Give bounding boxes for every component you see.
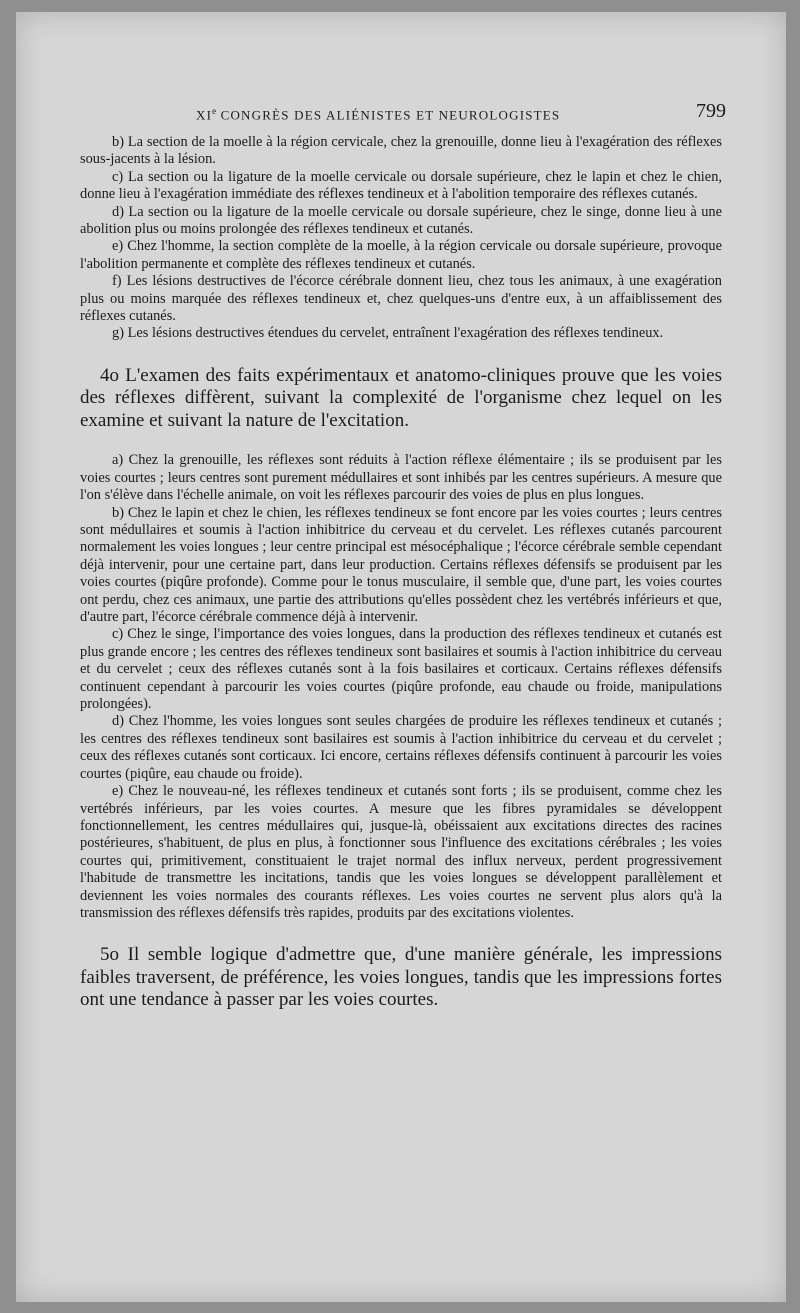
running-header [80,100,726,134]
page-text [80,100,726,1032]
paragraph-4e: e) Chez le nouveau-né, les réflexes tendineux et cutanés sont forts ; ils se produisent, comme chez les vertébrés inférieurs, par les voies courtes. A mesure que les fibres pyramidales se développent fonctionnellement, les centres médullaires qui, jusque-là, obéissaient aux excitations directes des racines postérieures, s'habituent, de plus en plus, à fonctionner sous l'influence des excitations cérébrales ; les voies courtes qui, primitivement, constituaient le trajet normal des influx nerveux, perdent progressivement l'habitude de transmettre les incitations, tandis que les voies longues se développent parallèlement et deviennent les voies normales des courants réflexes. Les voies courtes ne servent plus alors qu'à la transmission des réflexes défensifs très rapides, produits par des excitations violentes. [80,783,722,921]
paragraph-3g: g) Les lésions destructives étendues du cervelet, entraînent l'exagération des réflexes tendineux. [112,325,664,342]
paragraph-3e: e) Chez l'homme, la section complète de la moelle, à la région cervicale ou dorsale supérieure, provoque l'abolition permanente et complète des réflexes tendineux et cutanés. [80,238,722,272]
paragraph-3f: f) Les lésions destructives de l'écorce cérébrale donnent lieu, chez tous les animaux, à une exagération plus ou moins marquée des réflexes tendineux et, chez quelques-uns d'entre eux, à un affaiblissement des réflexes cutanés. [80,273,722,325]
conclusions-list-3 [80,134,722,343]
header-title: XIe CONGRÈS DES ALIÉNISTES ET NEUROLOGISTES [196,106,561,123]
conclusion-4: 4o L'examen des faits expérimentaux et anatomo-cliniques prouve que les voies des réflexes diffèrent, suivant la complexité de l'organisme chez lequel on les examine et suivant la nature de l'excitation. [80,364,722,431]
conclusion-5: 5o Il semble logique d'admettre que, d'une manière générale, les impressions faibles traversent, de préférence, les voies longues, tandis que les impressions fortes ont une tendance à passer par les voies courtes. [80,944,722,1011]
page-number: 799 [696,100,726,122]
paragraph-4b: b) Chez le lapin et chez le chien, les réflexes tendineux se font encore par les voies courtes ; leurs centres sont médullaires et soumis à l'action inhibitrice du cerveau et du cervelet. Les réflexes cutanés parcourent normalement les voies longues ; leur centre principal est mésocéphalique ; l'écorce cérébrale semble cependant déjà intervenir, pour une certaine part, dans leur production. Certains réflexes défensifs se produisent par les voies courtes (piqûre profonde). Comme pour le tonus musculaire, il semble que, d'une part, les voies courtes ont perdu, chez ces animaux, une partie des attributions qu'elles possèdent chez les vertébrés inférieurs et que, d'autre part, l'écorce cérébrale commence déjà à intervenir. [80,504,722,626]
paragraph-4c: c) Chez le singe, l'importance des voies longues, dans la production des réflexes tendineux et cutanés est plus grande encore ; les centres des réflexes tendineux sont basilaires et soumis à l'action inhibitrice du cerveau et du cervelet ; ceux des réflexes cutanés sont à la fois basilaires et corticaux. Certains réflexes défensifs continuent cependant à parcourir les voies courtes (piqûre profonde, eau chaude ou froide, manipulations prolongées). [80,626,722,713]
paragraph-4a: a) Chez la grenouille, les réflexes sont réduits à l'action réflexe élémentaire ; ils se produisent par les voies courtes ; leurs centres sont purement médullaires et sont inhibés par les centres supérieurs. A mesure que l'on s'élève dans l'échelle animale, on voit les réflexes parcourir des voies de plus en plus longues. [80,452,722,504]
paragraph-3d: d) La section ou la ligature de la moelle cervicale ou dorsale supérieure, chez le singe, donne lieu à une abolition plus ou moins prolongée des réflexes tendineux et cutanés. [80,203,722,238]
paragraph-3b: b) La section de la moelle à la région cervicale, chez la grenouille, donne lieu à l'exagération des réflexes sous-jacents à la lésion. [80,134,722,168]
paragraph-4d: d) Chez l'homme, les voies longues sont seules chargées de produire les réflexes tendineux et cutanés ; les centres des réflexes tendineux sont basilaires est soumis à l'action inhibitrice du cerveau et du cervelet ; ceux des réflexes cutanés sont corticaux. Ici encore, certains réflexes défensifs continuent à parcourir les voies courtes (piqûre, eau chaude ou froide). [80,713,722,782]
paragraph-3c: c) La section ou la ligature de la moelle cervicale ou dorsale supérieure, chez le lapin et chez le chien, donne lieu à l'exagération immédiate des réflexes tendineux et à l'abolition temporaire des réflexes cutanés. [80,168,722,203]
conclusions-list-4 [80,452,722,922]
book-page [16,12,786,1302]
